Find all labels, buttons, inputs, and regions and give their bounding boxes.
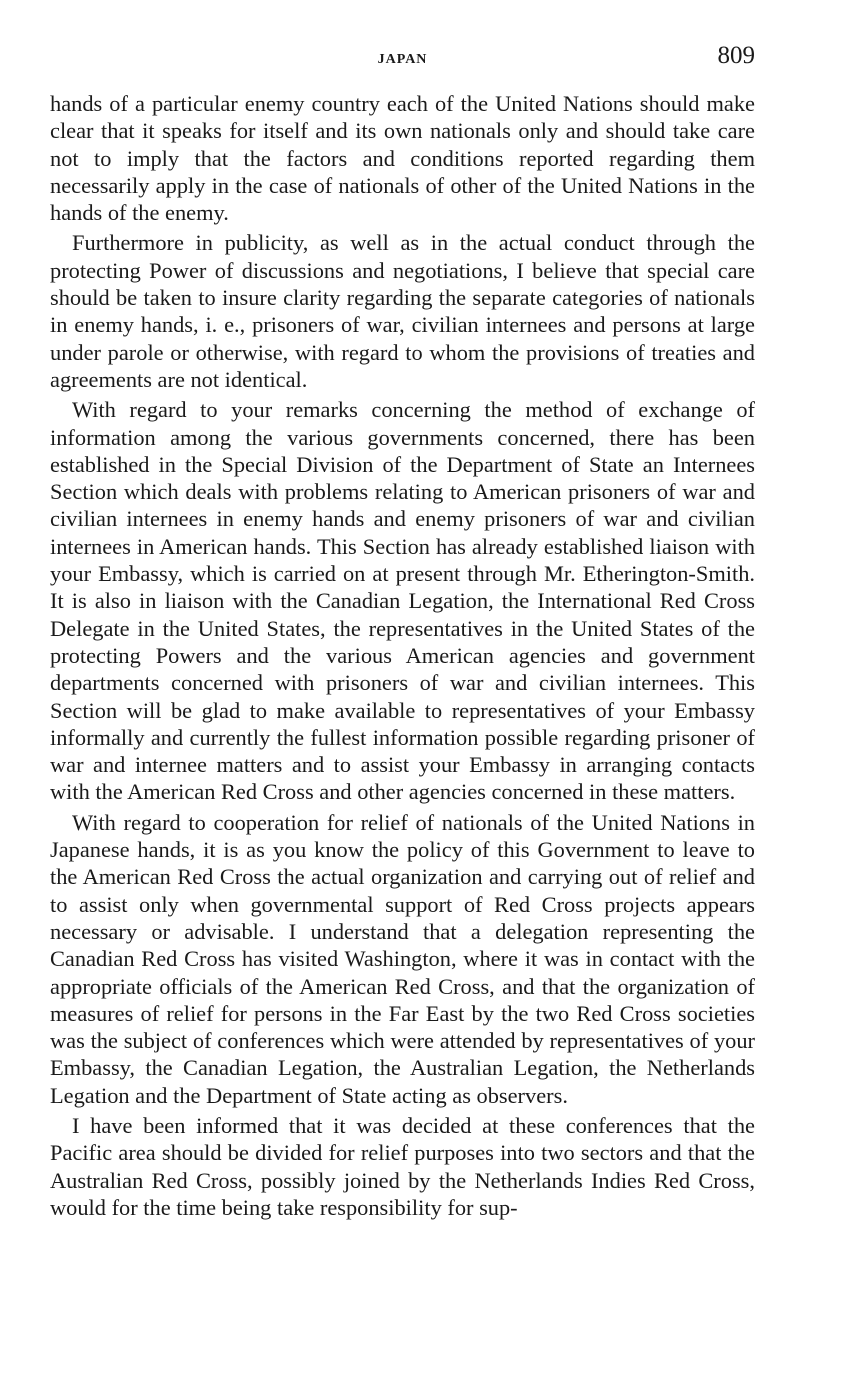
paragraph: I have been informed that it was decided at these conferences that the Pacific area should be divided for relief purposes into two sectors and that the Australian Red Cross, possibly joined by the Netherlands Indies Red Cross, would for the time being take responsibility for sup- [50, 1112, 755, 1220]
document-page [50, 40, 755, 1224]
page-header [50, 40, 755, 90]
page-number: 809 [717, 42, 755, 69]
body-text [50, 90, 755, 1221]
paragraph: With regard to cooperation for relief of nationals of the United Nations in Japanese hands, it is as you know the policy of this Government to leave to the American Red Cross the actual organization and carrying out of relief and to assist only when governmental support of Red Cross projects appears necessary or advisable. I understand that a delegation representing the Canadian Red Cross has visited Washington, where it was in contact with the appropriate officials of the American Red Cross, and that the organization of measures of relief for persons in the Far East by the two Red Cross societies was the subject of conferences which were attended by representatives of your Embassy, the Canadian Legation, the Australian Legation, the Netherlands Legation and the Department of State acting as observers. [50, 809, 755, 1108]
paragraph: With regard to your remarks concerning the method of exchange of information among the various governments concerned, there has been established in the Special Division of the Department of State an Internees Section which deals with problems relating to American prisoners of war and civilian internees in enemy hands and enemy prisoners of war and civilian internees in American hands. This Section has already established liaison with your Embassy, which is carried on at present through Mr. Etherington-Smith. It is also in liaison with the Canadian Legation, the International Red Cross Delegate in the United States, the representatives in the United States of the protecting Powers and the various American agencies and government departments concerned with prisoners of war and civilian internees. This Section will be glad to make available to representatives of your Embassy informally and currently the fullest information possible regarding prisoner of war and internee matters and to assist your Embassy in arranging contacts with the American Red Cross and other agencies concerned in these matters. [50, 397, 755, 805]
paragraph: hands of a particular enemy country each of the United Nations should make clear that it speaks for itself and its own nationals only and should take care not to imply that the factors and conditions reported regarding them necessarily apply in the case of nationals of other of the United Nations in the hands of the enemy. [50, 91, 755, 226]
running-head: JAPAN [377, 52, 428, 67]
paragraph: Furthermore in publicity, as well as in the actual conduct through the protecting Power of discussions and negotiations, I believe that special care should be taken to insure clarity regarding the separate categories of nationals in enemy hands, i. e., prisoners of war, civilian internees and persons at large under parole or otherwise, with regard to whom the provisions of treaties and agreements are not identical. [50, 230, 755, 392]
